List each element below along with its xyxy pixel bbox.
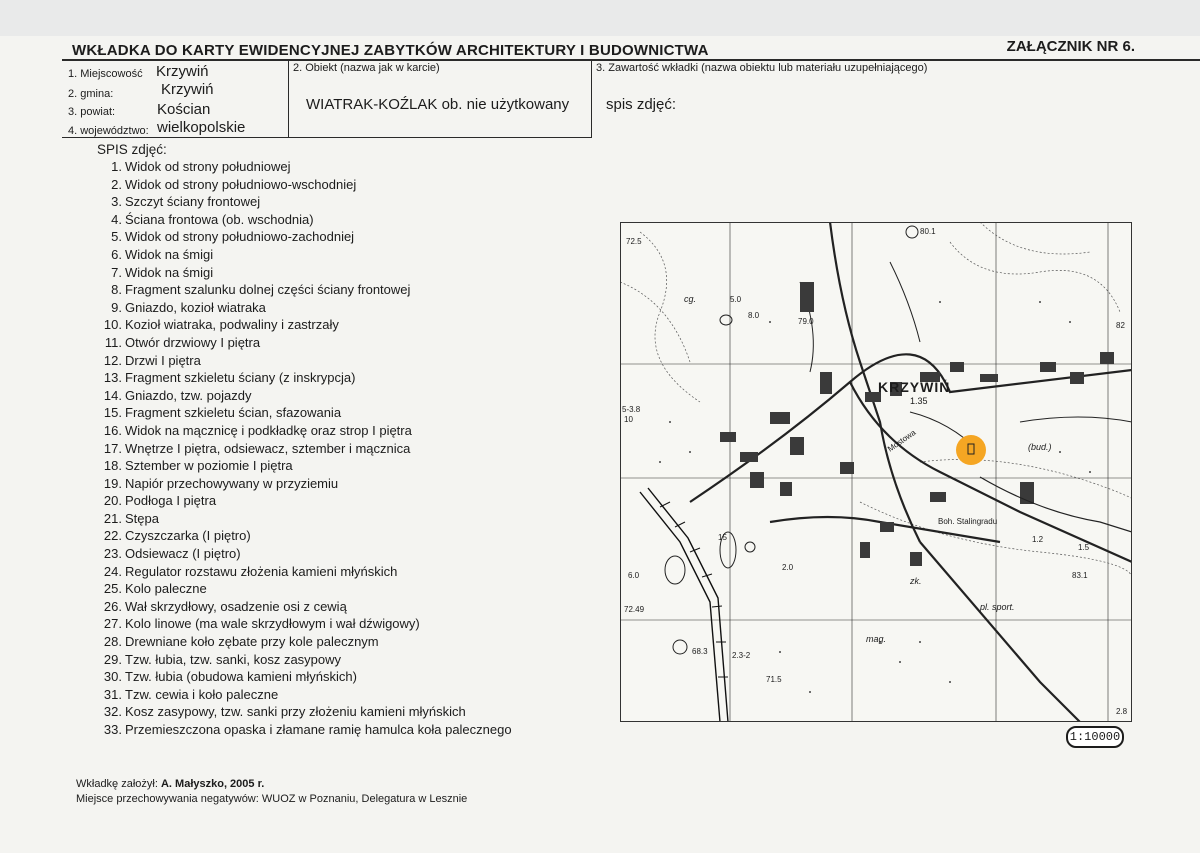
- photo-list-item: [96, 527, 512, 545]
- photo-description: Widok na śmigi: [125, 246, 214, 262]
- map-spot-height: 72.49: [624, 605, 645, 614]
- photo-description: Otwór drzwiowy I piętra: [125, 334, 261, 350]
- title-underline: [62, 59, 1200, 61]
- photo-description: Przemieszczona opaska i złamane ramię hamulca koła palecznego: [125, 722, 512, 737]
- map-elevation-main: 1.35: [910, 396, 928, 406]
- map-scale-badge: 1:10000: [1066, 726, 1124, 748]
- photo-number: 33.: [103, 722, 122, 737]
- photo-number: 26.: [103, 598, 122, 614]
- map-spot-height: 83.1: [1072, 571, 1088, 580]
- photo-number: 3.: [111, 194, 122, 210]
- photo-list-item: [96, 193, 512, 211]
- photo-number: 32.: [103, 704, 122, 720]
- photo-list-item: [96, 404, 512, 422]
- contents-label: 3. Zawartość wkładki (nazwa obiektu lub materiału uzupełniającego): [596, 62, 928, 74]
- photo-list-item: [96, 721, 512, 739]
- photo-description: Kolo paleczne: [125, 581, 207, 597]
- photo-number: 1.: [111, 159, 122, 174]
- photo-list-item: [96, 246, 512, 264]
- map-spot-height: 1.5: [1078, 543, 1090, 552]
- photo-list-item: [96, 563, 512, 581]
- photo-description: Kozioł wiatraka, podwaliny i zastrzały: [125, 317, 339, 333]
- map-spot-height: 10: [624, 415, 633, 424]
- photo-list-item: [96, 492, 512, 510]
- photo-description: Odsiewacz (I piętro): [125, 546, 241, 562]
- photo-number: 8.: [111, 282, 122, 298]
- photo-description: Fragment szkieletu ścian, sfazowania: [125, 405, 342, 421]
- map-spot-height: 5-3.8: [622, 405, 641, 414]
- photo-number: 17.: [103, 440, 122, 456]
- storage-line: [76, 793, 467, 805]
- photo-list-item: [96, 334, 512, 352]
- map-spot-height: 2.3-2: [732, 651, 751, 660]
- photo-number: 16.: [103, 422, 122, 438]
- photo-description: Widok od strony południowo-zachodniej: [125, 229, 355, 245]
- map-spot-height: 80.1: [920, 227, 936, 236]
- photo-description: Kosz zasypowy, tzw. sanki przy złożeniu kamieni młyńskich: [125, 704, 466, 720]
- form-divider-1: [288, 60, 289, 138]
- storage-value: WUOZ w Poznaniu, Delegatura w Lesznie: [261, 793, 468, 805]
- commune-value: Krzywiń: [161, 81, 214, 98]
- photo-description: Tzw. łubia (obudowa kamieni młyńskich): [125, 669, 357, 685]
- map-spot-height: 82: [1116, 321, 1125, 330]
- photo-list-item: [96, 316, 512, 334]
- photo-description: Fragment szkieletu ściany (z inskrypcja): [125, 370, 356, 386]
- county-value: Kościan: [157, 101, 211, 118]
- document-title: WKŁADKA DO KARTY EWIDENCYJNEJ ZABYTKÓW ARCHITEKTURY I BUDOWNICTWA: [72, 42, 709, 59]
- photo-list-item: [96, 686, 512, 704]
- photo-list-heading: SPIS zdjęć:: [97, 142, 167, 157]
- photo-list-item: [96, 281, 512, 299]
- photo-number: 22.: [103, 528, 122, 544]
- map-spot-height: 5.0: [730, 295, 742, 304]
- photo-description: Napiór przechowywany w przyziemiu: [125, 475, 339, 491]
- map-spot-height: 79.0: [798, 317, 814, 326]
- photo-description: Fragment szalunku dolnej części ściany frontowej: [125, 282, 411, 298]
- map-sport-label: pl. sport.: [980, 602, 1015, 612]
- locality-label: 1. Miejscowość: [68, 68, 143, 80]
- photo-list-item: [96, 299, 512, 317]
- map-street-stalingradu: Boh. Stalingradu: [938, 517, 998, 526]
- storage-label: Miejsce przechowywania negatywów:: [76, 793, 259, 805]
- photo-description: Wał skrzydłowy, osadzenie osi z cewią: [125, 598, 347, 614]
- photo-list-item: [96, 264, 512, 282]
- photo-description: Sztember w poziomie I piętra: [125, 458, 293, 474]
- photo-list-item: [96, 422, 512, 440]
- map-street-mostowa: Mostowa: [885, 427, 918, 454]
- photo-description: Podłoga I piętra: [125, 493, 217, 509]
- photo-description: Drewniane koło zębate przy kole palecznym: [125, 634, 379, 650]
- author-line: [76, 778, 264, 790]
- photo-list-item: [96, 651, 512, 669]
- photo-list-item: [96, 176, 512, 194]
- photo-list-item: [96, 211, 512, 229]
- contents-value: spis zdjęć:: [606, 96, 677, 113]
- photo-description: Stępa: [125, 510, 159, 526]
- photo-list-item: [96, 228, 512, 246]
- photo-number: 2.: [111, 176, 122, 192]
- photo-description: Kolo linowe (ma wale skrzydłowym i wał dźwigowy): [125, 616, 420, 632]
- photo-number: 18.: [103, 458, 122, 474]
- author-label: Wkładkę założył:: [76, 778, 158, 790]
- photo-number: 30.: [103, 669, 122, 685]
- windmill-location-marker: [956, 435, 986, 465]
- photo-list-item: [96, 615, 512, 633]
- photo-list-item: [96, 703, 512, 721]
- photo-list: [96, 158, 512, 739]
- photo-list-item: [96, 545, 512, 563]
- photo-number: 4.: [111, 211, 122, 227]
- photo-number: 27.: [103, 616, 122, 632]
- photo-list-item: [96, 158, 512, 176]
- photo-list-item: [96, 580, 512, 598]
- photo-list-item: [96, 440, 512, 458]
- photo-description: Tzw. łubia, tzw. sanki, kosz zasypowy: [125, 651, 342, 667]
- map-spot-height: 8.0: [748, 311, 760, 320]
- voivodeship-value: wielkopolskie: [157, 119, 246, 136]
- form-bottom-rule: [62, 137, 592, 138]
- photo-number: 28.: [103, 634, 122, 650]
- photo-number: 20.: [103, 493, 122, 509]
- object-value: WIATRAK-KOŹLAK ob. nie użytkowany: [306, 96, 570, 113]
- photo-number: 10.: [103, 317, 122, 333]
- location-map: [620, 222, 1132, 722]
- photo-number: 25.: [103, 581, 122, 597]
- county-label: 3. powiat:: [68, 106, 116, 118]
- photo-number: 5.: [111, 229, 122, 245]
- map-spot-height: 72.5: [626, 237, 642, 246]
- photo-list-item: [96, 352, 512, 370]
- map-town-label: KRZYWIŃ: [878, 379, 951, 395]
- photo-list-item: [96, 668, 512, 686]
- map-spot-height: 2.0: [782, 563, 794, 572]
- photo-description: Widok na śmigi: [125, 264, 214, 280]
- photo-description: Tzw. cewia i koło paleczne: [125, 686, 279, 702]
- photo-description: Regulator rozstawu złożenia kamieni młyńskich: [125, 563, 398, 579]
- photo-number: 7.: [111, 264, 122, 280]
- object-label: 2. Obiekt (nazwa jak w karcie): [293, 62, 440, 74]
- map-spot-height: 2.8: [1116, 707, 1128, 716]
- map-spot-height: 71.5: [766, 675, 782, 684]
- photo-description: Czyszczarka (I piętro): [125, 528, 251, 544]
- map-spot-height: 1.2: [1032, 535, 1044, 544]
- photo-number: 12.: [103, 352, 122, 368]
- photo-list-item: [96, 475, 512, 493]
- photo-list-item: [96, 387, 512, 405]
- photo-number: 13.: [103, 370, 122, 386]
- map-spot-height: 6.0: [628, 571, 640, 580]
- photo-number: 24.: [103, 563, 122, 579]
- photo-number: 23.: [103, 546, 122, 562]
- map-mag-label: mag.: [866, 634, 887, 644]
- locality-value: Krzywiń: [156, 63, 209, 80]
- photo-number: 14.: [103, 387, 122, 403]
- photo-number: 9.: [111, 299, 122, 315]
- map-spot-height: 15: [718, 533, 727, 542]
- map-cg-label: cg.: [684, 294, 697, 304]
- photo-list-item: [96, 633, 512, 651]
- photo-list-item: [96, 369, 512, 387]
- photo-list-item: [96, 510, 512, 528]
- photo-description: Gniazdo, kozioł wiatraka: [125, 299, 266, 315]
- photo-description: Widok od strony południowo-wschodniej: [125, 176, 357, 192]
- map-zk-label: zk.: [910, 576, 922, 586]
- photo-description: Gniazdo, tzw. pojazdy: [125, 387, 252, 403]
- photo-number: 29.: [103, 651, 122, 667]
- photo-description: Widok od strony południowej: [125, 159, 291, 174]
- photo-number: 19.: [103, 475, 122, 491]
- photo-number: 21.: [103, 510, 122, 526]
- photo-number: 31.: [103, 686, 122, 702]
- photo-description: Wnętrze I piętra, odsiewacz, sztember i mącznica: [125, 440, 411, 456]
- voivodeship-label: 4. województwo:: [68, 125, 149, 137]
- photo-list-item: [96, 457, 512, 475]
- photo-list-item: [96, 598, 512, 616]
- map-spot-height: 68.3: [692, 647, 708, 656]
- scan-top-band: [0, 0, 1200, 36]
- map-bud-label: (bud.): [1028, 442, 1052, 452]
- author-value: A. Małyszko, 2005 r.: [160, 778, 265, 790]
- photo-number: 6.: [111, 246, 122, 262]
- photo-description: Ściana frontowa (ob. wschodnia): [125, 211, 314, 227]
- commune-label: 2. gmina:: [68, 88, 114, 100]
- photo-number: 11.: [104, 334, 122, 350]
- photo-description: Szczyt ściany frontowej: [125, 194, 261, 210]
- form-divider-2: [591, 60, 592, 138]
- photo-description: Drzwi I piętra: [125, 352, 201, 368]
- photo-number: 15.: [103, 405, 122, 421]
- attachment-number: ZAŁĄCZNIK NR 6.: [1006, 38, 1135, 55]
- photo-description: Widok na mącznicę i podkładkę oraz strop I piętra: [125, 422, 412, 438]
